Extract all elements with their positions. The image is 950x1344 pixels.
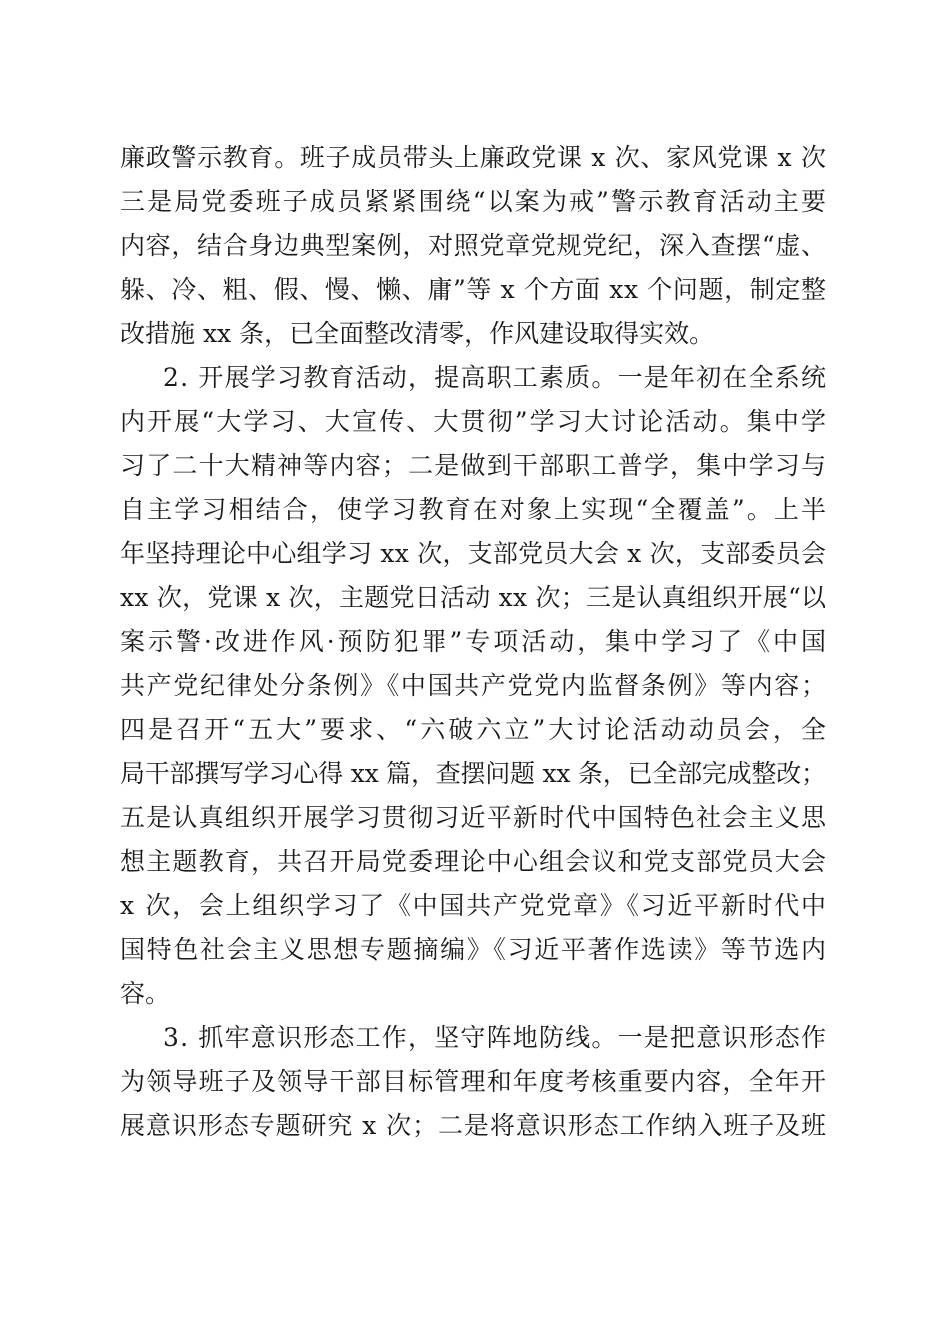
text-line: xx 次，党课 x 次，主题党日活动 xx 次；三是认真组织开展“以 [120,583,827,612]
text-line: 案示警·改进作风·预防犯罪”专项活动，集中学习了《中国 [120,627,829,656]
text-line: 想主题教育，共召开局党委理论中心组会议和党支部党员大会 [120,847,828,876]
text-line: 国特色社会主义思想专题摘编》《习近平著作选读》等节选内 [120,935,828,964]
text-line: 廉政警示教育。班子成员带头上廉政党课 x 次、家风党课 x 次 [120,143,827,172]
text-line: 五是认真组织开展学习贯彻习近平新时代中国特色社会主义思 [120,803,828,832]
text-line: 躲、冷、粗、假、慢、懒、庸”等 x 个方面 xx 个问题，制定整 [120,275,827,304]
text-line: x 次，会上组织学习了《中国共产党党章》《习近平新时代中 [120,891,828,920]
text-line: 共产党纪律处分条例》《中国共产党党内监督条例》等内容； [120,671,828,700]
text-line: 局干部撰写学习心得 xx 篇，查摆问题 xx 条，已全部完成整改； [120,759,826,788]
text-line: 内容，结合身边典型案例，对照党章党规党纪，深入查摆“虚、 [120,231,827,260]
text-line: 四是召开“五大”要求、“六破六立”大讨论活动动员会，全 [120,715,830,744]
text-line: 改措施 xx 条，已全面整改清零，作风建设取得实效。 [120,319,715,348]
text-line: 习了二十大精神等内容；二是做到干部职工普学，集中学习与 [120,451,828,480]
text-line: 三是局党委班子成员紧紧围绕“以案为戒”警示教育活动主要 [120,187,829,216]
text-line: 为领导班子及领导干部目标管理和年度考核重要内容，全年开 [120,1067,828,1096]
text-line: 自主学习相结合，使学习教育在对象上实现“全覆盖”。上半 [120,495,829,524]
text-line: 容。 [120,979,171,1008]
section-heading-line: 2. 开展学习教育活动，提高职工素质。一是年初在全系统 [163,363,828,392]
text-line: 内开展“大学习、大宣传、大贯彻”学习大讨论活动。集中学 [120,407,829,436]
text-line: 展意识形态专题研究 x 次；二是将意识形态工作纳入班子及班 [120,1111,827,1140]
text-line: 年坚持理论中心组学习 xx 次，支部党员大会 x 次，支部委员会 [120,539,827,568]
section-heading-line: 3. 抓牢意识形态工作，坚守阵地防线。一是把意识形态作 [163,1023,828,1052]
